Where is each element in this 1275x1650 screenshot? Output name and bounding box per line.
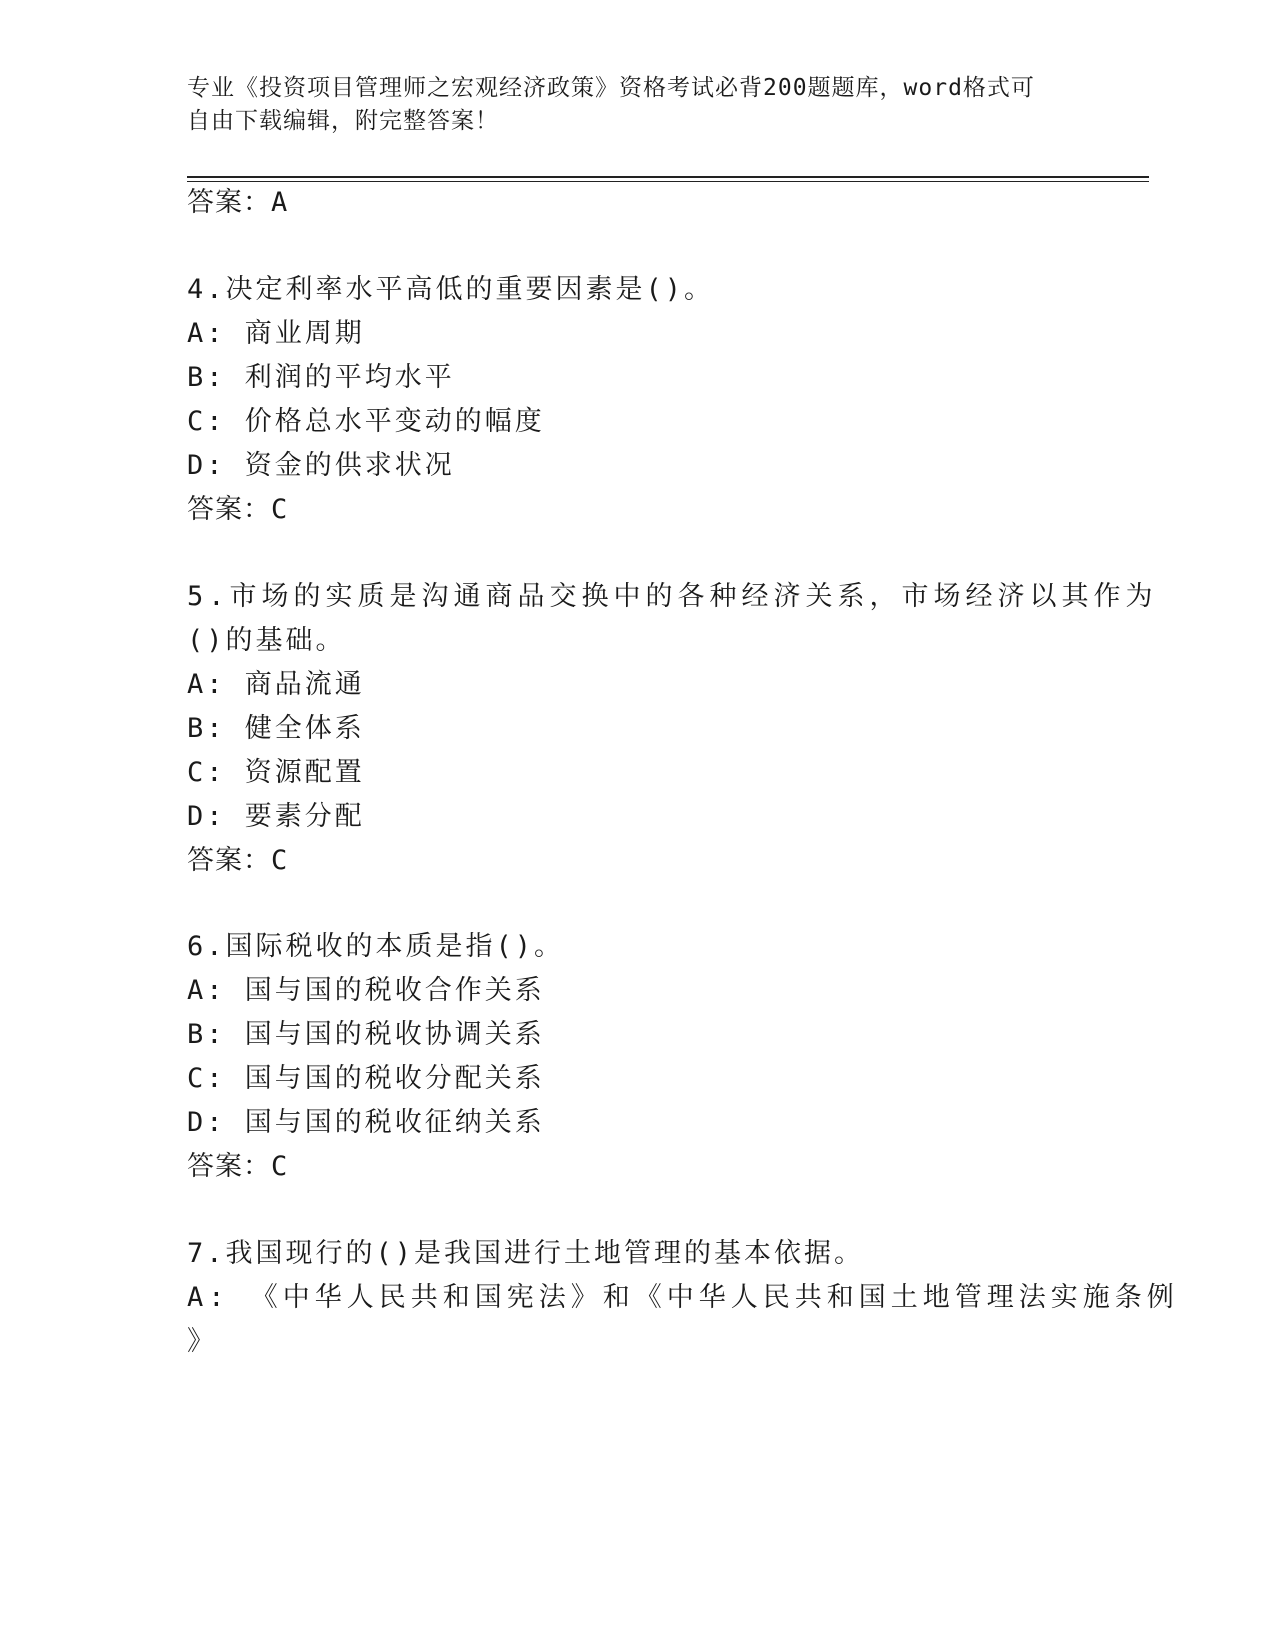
header-line-1: 专业《投资项目管理师之宏观经济政策》资格考试必背200题题库，word格式可 [187, 75, 1035, 101]
question-7-stem: 7.我国现行的()是我国进行土地管理的基本依据。 [187, 1238, 865, 1269]
question-5-option-c: C: 资源配置 [187, 757, 365, 788]
question-6-option-c: C: 国与国的税收分配关系 [187, 1063, 545, 1094]
previous-answer: 答案：A [187, 187, 289, 218]
question-4-option-c: C: 价格总水平变动的幅度 [187, 406, 545, 437]
question-4-option-d: D: 资金的供求状况 [187, 450, 455, 481]
question-4-answer: 答案：C [187, 494, 289, 525]
header-divider [187, 176, 1149, 182]
question-4-stem: 4.决定利率水平高低的重要因素是()。 [187, 274, 715, 305]
question-5-option-d: D: 要素分配 [187, 801, 365, 832]
question-6-option-d: D: 国与国的税收征纳关系 [187, 1107, 545, 1138]
question-6-option-a: A: 国与国的税收合作关系 [187, 975, 545, 1006]
question-5-stem-line-2: ()的基础。 [187, 625, 346, 656]
question-5-stem-line-1: 5.市场的实质是沟通商品交换中的各种经济关系，市场经济以其作为 [187, 581, 1158, 612]
question-6-stem: 6.国际税收的本质是指()。 [187, 931, 565, 962]
question-5-option-a: A: 商品流通 [187, 669, 365, 700]
question-7-option-a-line-1: A: 《中华人民共和国宪法》和《中华人民共和国土地管理法实施条例 [187, 1282, 1179, 1313]
question-5-answer: 答案：C [187, 845, 289, 876]
question-4-option-b: B: 利润的平均水平 [187, 362, 455, 393]
question-7-option-a-line-2: 》 [187, 1326, 217, 1357]
question-4-option-a: A: 商业周期 [187, 318, 365, 349]
question-5-option-b: B: 健全体系 [187, 713, 365, 744]
page-header [187, 72, 1087, 138]
question-6-answer: 答案：C [187, 1151, 289, 1182]
header-line-2: 自由下载编辑，附完整答案！ [187, 108, 499, 134]
question-6-option-b: B: 国与国的税收协调关系 [187, 1019, 545, 1050]
